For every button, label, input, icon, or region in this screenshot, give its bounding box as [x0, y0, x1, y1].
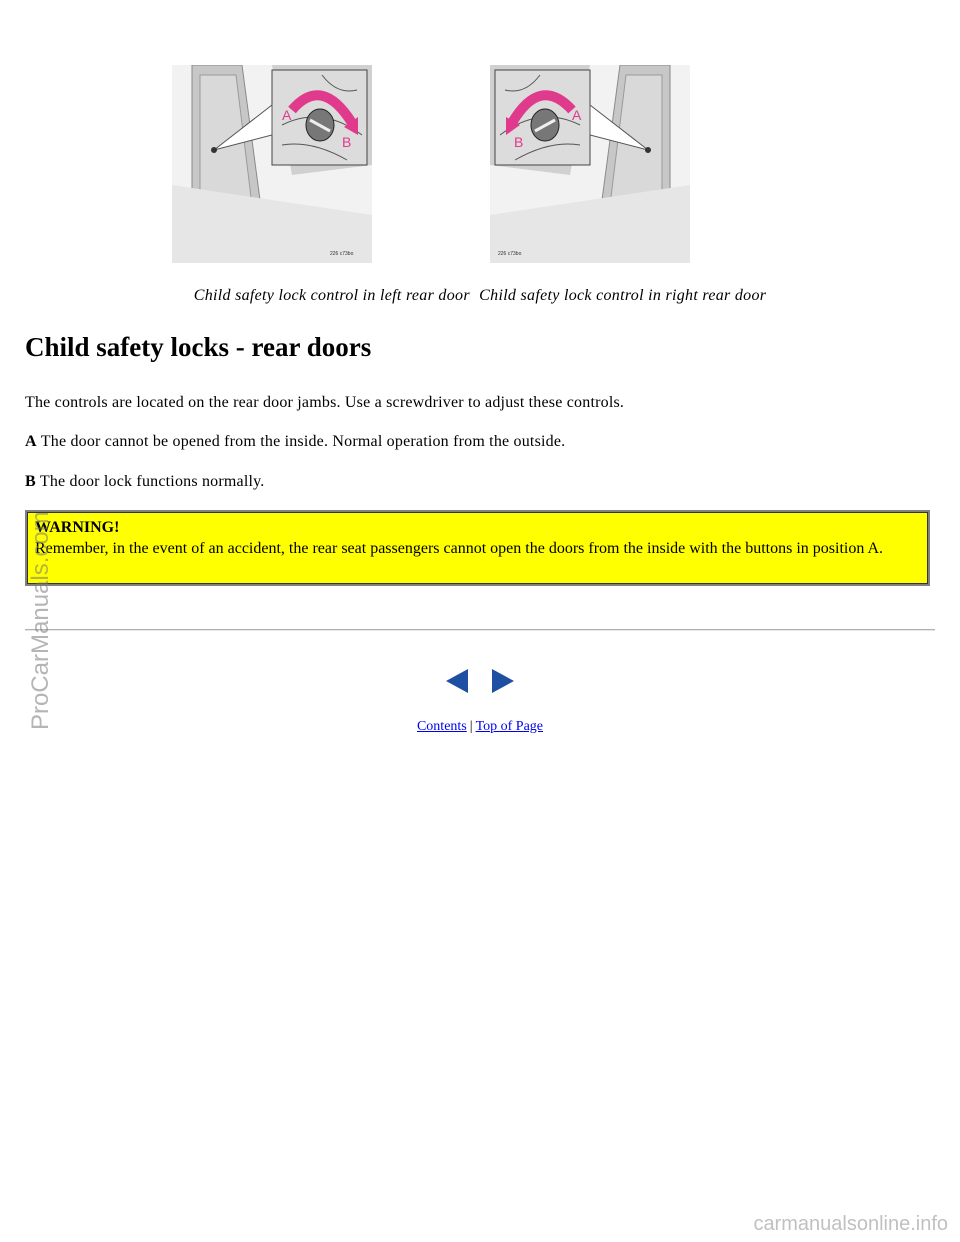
- item-a: [25, 433, 565, 451]
- page-navigation: [444, 668, 516, 694]
- arrow-right-icon[interactable]: [490, 668, 516, 694]
- figures-row: [0, 65, 960, 265]
- figure-caption: [0, 287, 960, 305]
- left-label-b: B: [342, 134, 352, 150]
- divider: [25, 629, 935, 631]
- warning-text: Remember, in the event of an accident, the rear seat passengers cannot open the doors from the inside with the buttons in position A.: [35, 540, 884, 557]
- page-title: Child safety locks - rear doors: [25, 332, 372, 362]
- left-label-a: A: [282, 107, 292, 123]
- item-b-text: The door lock functions normally.: [39, 473, 265, 490]
- top-of-page-link[interactable]: Top of Page: [475, 719, 544, 734]
- footer-links: [0, 719, 960, 735]
- warning-title: WARNING!: [35, 519, 120, 536]
- right-figure-code: 226 c73bo: [498, 251, 522, 257]
- item-b-key: B: [25, 473, 36, 490]
- left-figure-code: 226 c73bo: [330, 251, 354, 257]
- link-separator: |: [469, 719, 473, 734]
- side-watermark: ProCarManuals.com: [27, 511, 54, 730]
- contents-link[interactable]: Contents: [416, 719, 467, 734]
- right-label-a: A: [572, 107, 582, 123]
- bottom-watermark: carmanualsonline.info: [753, 1213, 948, 1235]
- item-a-text: The door cannot be opened from the inside. Normal operation from the outside.: [40, 433, 566, 450]
- item-b: [25, 473, 265, 491]
- item-a-key: A: [25, 433, 37, 450]
- intro-text: The controls are located on the rear door jambs. Use a screwdriver to adjust these controls.: [25, 394, 625, 411]
- caption-right: Child safety lock control in right rear door: [479, 287, 767, 304]
- left-door-illustration: [172, 65, 372, 263]
- caption-left: Child safety lock control in left rear door: [193, 287, 470, 304]
- arrow-left-icon[interactable]: [444, 668, 470, 694]
- right-door-illustration: [490, 65, 690, 263]
- warning-box: [25, 510, 930, 586]
- right-label-b: B: [514, 134, 524, 150]
